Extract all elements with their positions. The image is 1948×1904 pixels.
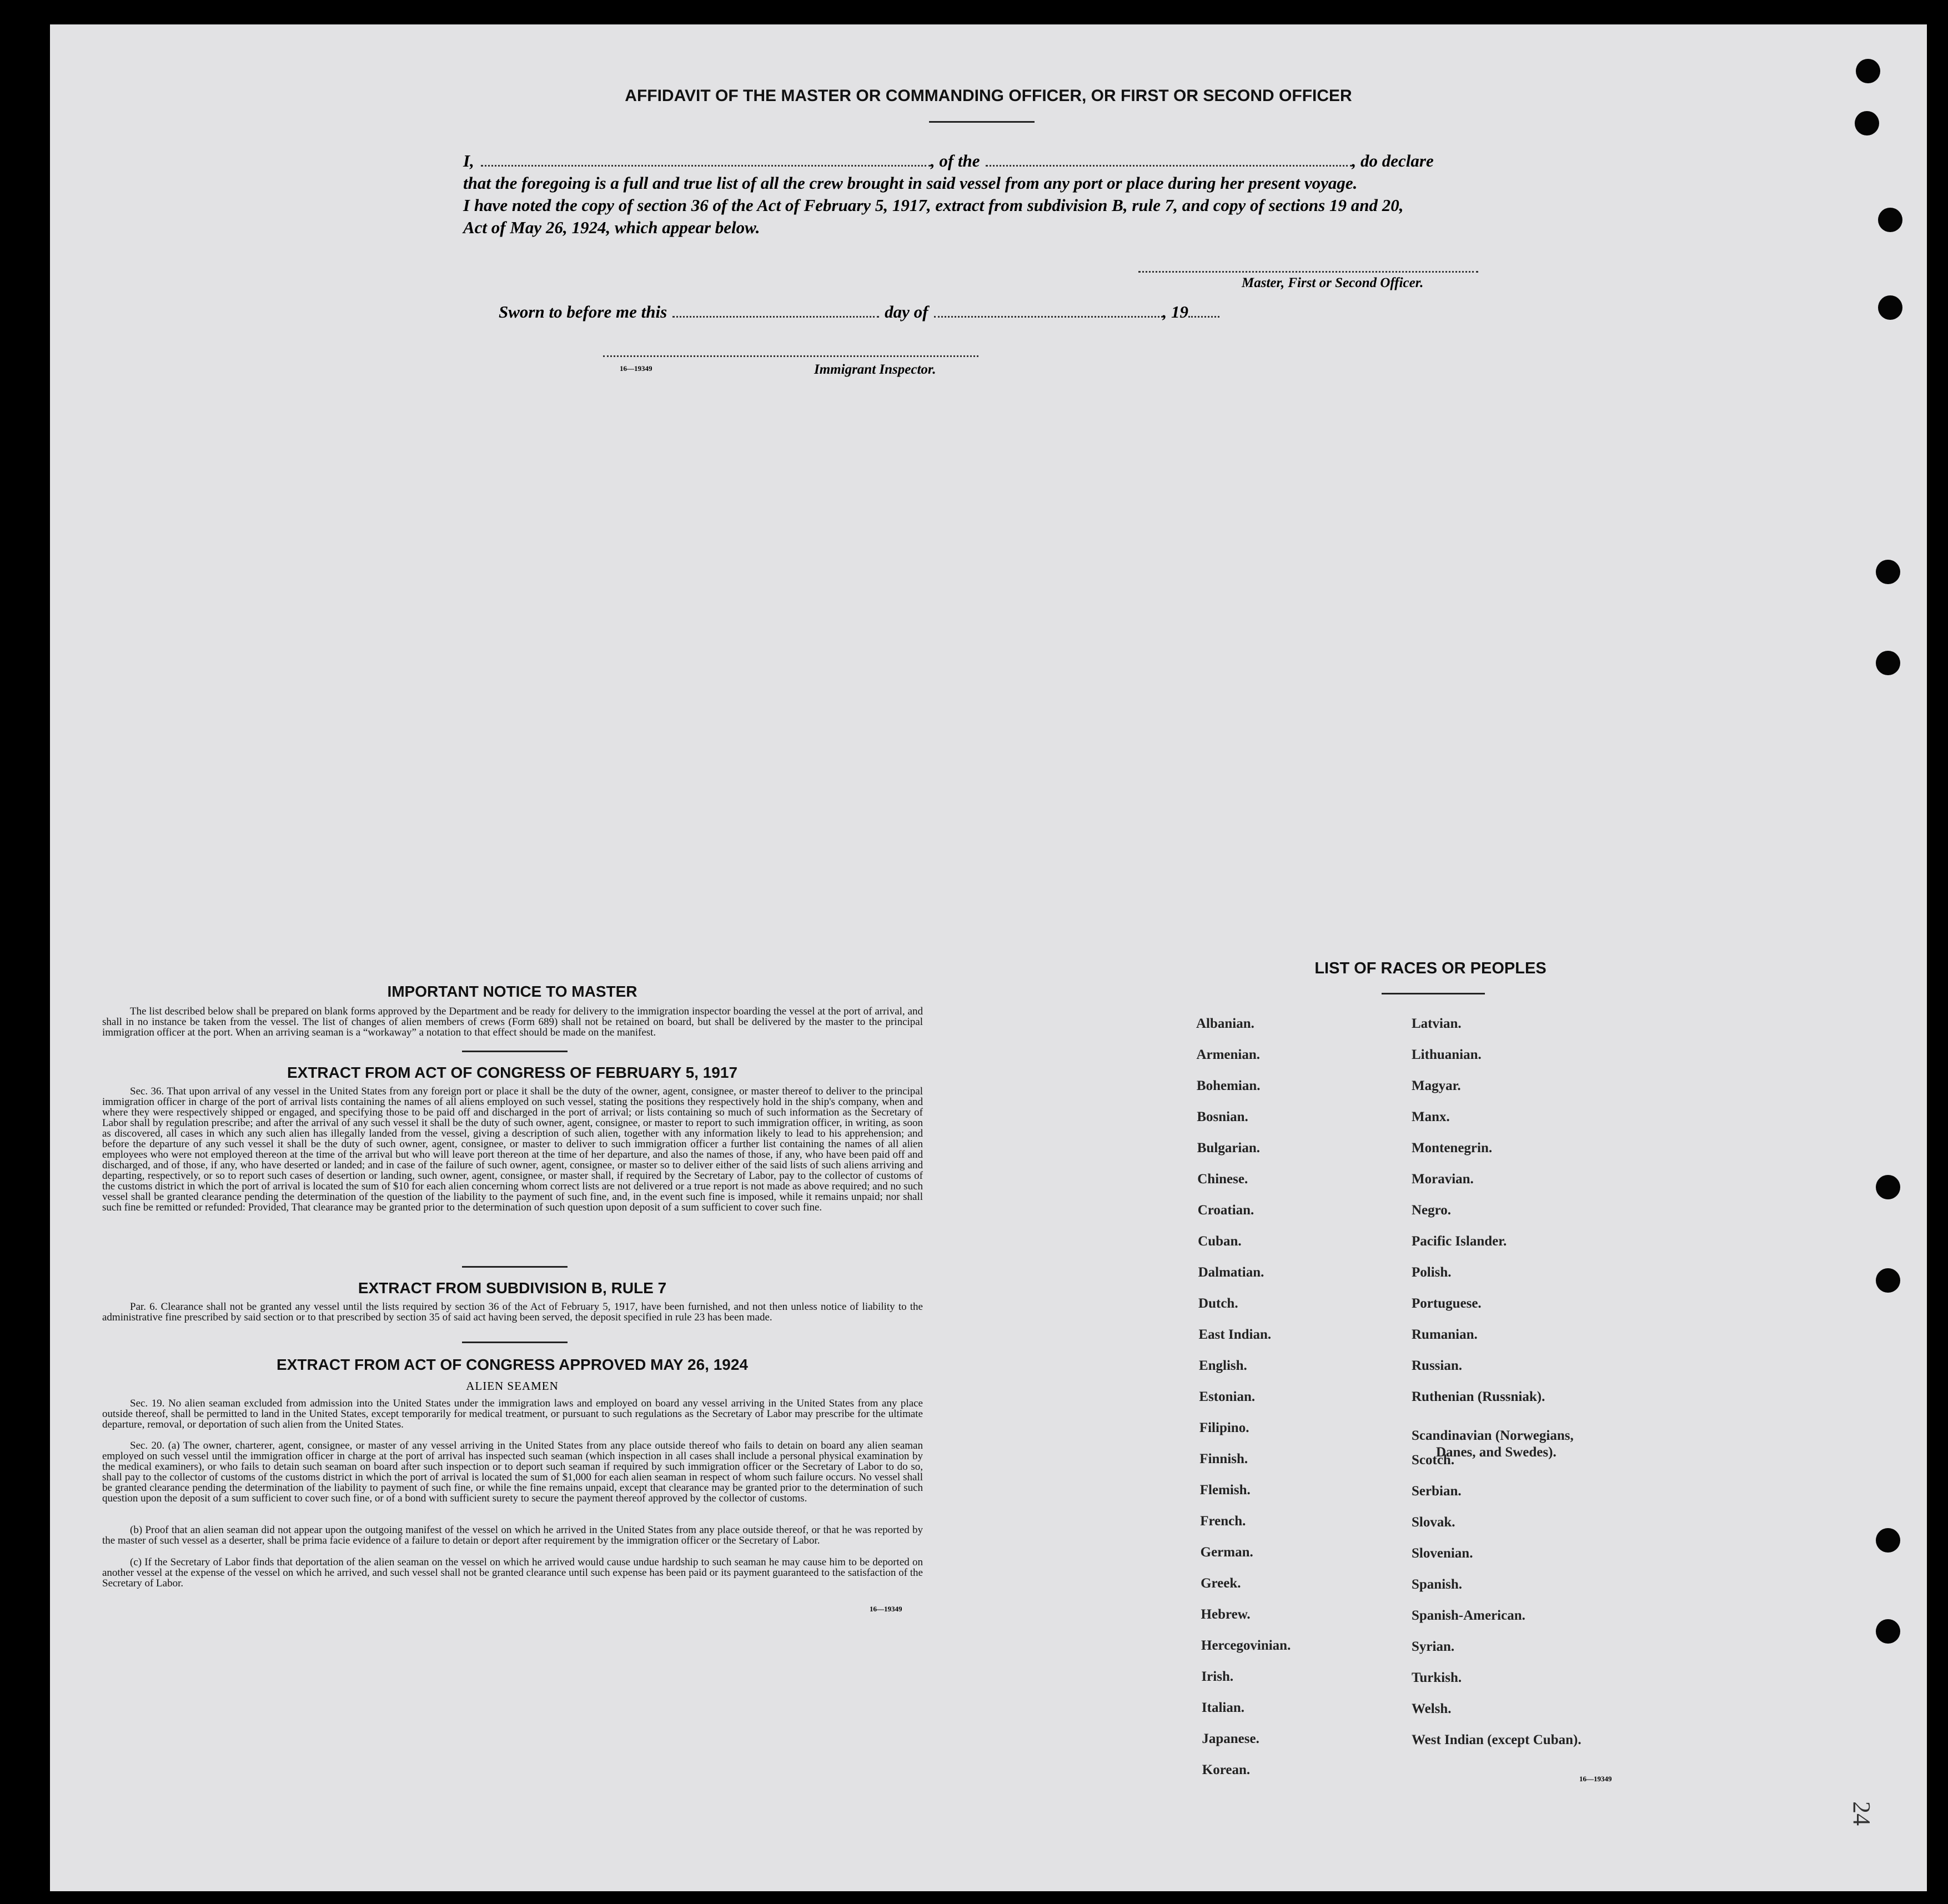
- race-item: Ruthenian (Russniak).: [1412, 1389, 1545, 1404]
- race-item: Spanish.: [1412, 1577, 1463, 1592]
- race-item: Finnish.: [1199, 1451, 1248, 1466]
- punch-hole: [1876, 1268, 1900, 1293]
- race-item: French.: [1200, 1514, 1246, 1529]
- race-item: Korean.: [1202, 1762, 1251, 1777]
- race-item: Portuguese.: [1412, 1296, 1482, 1311]
- race-item: Chinese.: [1197, 1172, 1248, 1187]
- race-item: Croatian.: [1197, 1203, 1254, 1218]
- race-item: Montenegrin.: [1412, 1141, 1493, 1156]
- punch-hole: [1878, 208, 1902, 232]
- rule7-rule: [462, 1342, 568, 1343]
- affidavit-title-rule: [929, 121, 1035, 123]
- race-item: West Indian (except Cuban).: [1412, 1732, 1582, 1747]
- race-item: Dutch.: [1198, 1296, 1238, 1311]
- rule7-title: EXTRACT FROM SUBDIVISION B, RULE 7: [358, 1279, 667, 1297]
- affidavit-of-the: , of the: [930, 151, 980, 170]
- race-item: Hebrew.: [1201, 1607, 1251, 1622]
- race-item: Spanish-American.: [1412, 1608, 1525, 1623]
- affidavit-form-number: 16—19349: [620, 364, 652, 373]
- race-item: Turkish.: [1412, 1670, 1462, 1685]
- race-item: Latvian.: [1412, 1016, 1462, 1031]
- race-item: Magyar.: [1412, 1078, 1461, 1093]
- punch-hole: [1856, 59, 1880, 83]
- par6-text: Par. 6. Clearance shall not be granted any vessel until the lists required by section 36 of the Act of February 5, 1917, have been furnished, and not then unless notice of liability to the administrative fine prescribed by said section or to that prescribed by section 35 of said act having been served, the deposit specified in rule 23 has been made.: [102, 1301, 923, 1323]
- race-item: Greek.: [1201, 1576, 1241, 1591]
- sworn-month-field[interactable]: [934, 316, 1163, 318]
- race-item: Syrian.: [1412, 1639, 1455, 1654]
- sworn-line: [499, 302, 1219, 322]
- sec19-text: Sec. 19. No alien seaman excluded from admission into the United States under the immigration laws and employed on board any vessel arriving in the United States from any place outside thereof, shall be permitted to land in the United States, except temporarily for medical treatment, or pursuant to such regulations as the Secretary of Labor may prescribe for the ultimate departure, removal, or deportation of such alien from the United States.: [102, 1398, 923, 1430]
- race-item: Moravian.: [1412, 1172, 1474, 1187]
- race-item: Negro.: [1412, 1203, 1452, 1218]
- affidavit-line3: I have noted the copy of section 36 of the Act of February 5, 1917, extract from subdivision B, rule 7, and copy of sections 19 and 20,: [463, 195, 1404, 215]
- document-page: [50, 24, 1927, 1891]
- punch-hole: [1855, 111, 1879, 135]
- race-item: Slovenian.: [1412, 1546, 1473, 1561]
- race-item: Welsh.: [1412, 1701, 1452, 1716]
- notice-form-number: 16—19349: [870, 1605, 902, 1613]
- races-form-number: 16—19349: [1579, 1775, 1612, 1783]
- race-item: Scandinavian (Norwegians,: [1412, 1428, 1574, 1443]
- race-item: Russian.: [1412, 1358, 1463, 1373]
- notice-rule: [462, 1051, 568, 1052]
- race-item: Lithuanian.: [1412, 1047, 1482, 1062]
- sec20b-text: (b) Proof that an alien seaman did not appear upon the outgoing manifest of the vessel on which he arrived in the United States from any place outside thereof, or that he was reported by the master of such vessel as a deserter, shall be prima facie evidence of a failure to detain or deport after requirement by the immigration officer or the Secretary of Labor.: [102, 1524, 923, 1546]
- race-item: Japanese.: [1202, 1731, 1259, 1746]
- act1917-title: EXTRACT FROM ACT OF CONGRESS OF FEBRUARY 5, 1917: [287, 1064, 738, 1081]
- punch-hole: [1876, 1619, 1900, 1644]
- affidavit-line2: that the foregoing is a full and true list of all the crew brought in said vessel from any port or place during her present voyage.: [463, 173, 1358, 193]
- race-item: English.: [1198, 1358, 1247, 1373]
- notice-title: IMPORTANT NOTICE TO MASTER: [387, 983, 637, 1000]
- notice-body: The list described below shall be prepared on blank forms approved by the Department and be ready for delivery to the immigration inspector boarding the vessel at the port of arrival, and shall in no instance be taken from the vessel. The list of changes of alien members of crews (Form 689) shall not be retained on board, but shall be delivered by the master to the principal immigration officer at the port. When an arriving seaman is a “workaway” a notation to that effect should be made on the manifest.: [102, 1006, 923, 1038]
- master-signature-line[interactable]: [1138, 271, 1478, 273]
- race-item: East Indian.: [1198, 1327, 1272, 1342]
- race-item: Irish.: [1201, 1669, 1234, 1684]
- affidavit-line1: [463, 151, 1552, 171]
- race-item: Bohemian.: [1196, 1078, 1261, 1093]
- act1924-title: EXTRACT FROM ACT OF CONGRESS APPROVED MAY 26, 1924: [277, 1356, 748, 1373]
- races-rule: [1382, 993, 1485, 994]
- inspector-signature-line[interactable]: [603, 355, 978, 357]
- punch-hole: [1876, 1528, 1900, 1553]
- day-of-label: day of: [885, 302, 928, 321]
- race-item: Hercegovinian.: [1201, 1638, 1291, 1653]
- sworn-label: Sworn to before me this: [499, 302, 667, 321]
- affidavit-declare: , do declare: [1352, 151, 1434, 170]
- race-item: Bulgarian.: [1197, 1141, 1261, 1156]
- race-item: Danes, and Swedes).: [1436, 1445, 1557, 1460]
- master-signature-label: Master, First or Second Officer.: [1242, 275, 1424, 290]
- affidavit-title: AFFIDAVIT OF THE MASTER OR COMMANDING OFFICER, OR FIRST OR SECOND OFFICER: [625, 87, 1352, 105]
- race-item: German.: [1200, 1545, 1253, 1560]
- vessel-field[interactable]: [986, 165, 1352, 167]
- inspector-label: Immigrant Inspector.: [814, 362, 936, 377]
- race-item: Flemish.: [1199, 1483, 1251, 1498]
- race-item: Polish.: [1412, 1265, 1452, 1280]
- sec20c-text: (c) If the Secretary of Labor finds that deportation of the alien seaman on the vessel on which he arrived would cause undue hardship to such seaman he may cause him to be deported on another vessel at the expense of the vessel on which he arrived, and such vessel shall not be granted clearance until such expense has been paid or its payment guaranteed to the satisfaction of the Secretary of Labor.: [102, 1556, 923, 1589]
- race-item: Cuban.: [1198, 1234, 1242, 1249]
- race-item: Pacific Islander.: [1412, 1234, 1507, 1249]
- affidavit-i: I,: [463, 151, 474, 170]
- punch-hole: [1876, 560, 1900, 584]
- race-item: Rumanian.: [1412, 1327, 1478, 1342]
- race-item: Italian.: [1201, 1700, 1244, 1715]
- race-item: Dalmatian.: [1198, 1265, 1264, 1280]
- punch-hole: [1878, 295, 1902, 320]
- year-label: , 19: [1162, 302, 1188, 321]
- name-field[interactable]: [481, 165, 931, 167]
- sec20a-text: Sec. 20. (a) The owner, charterer, agent, consignee, or master of any vessel arriving in the United States from any place outside thereof who fails to detain on board any alien seaman employed on such vessel until the immigration officer in charge at the port of arrival has inspected such seaman (which inspection in all cases shall include a personal physical examination by the medical examiners), or who fails to detain such seaman on board after such inspection or to deport such seaman if required by such immigration officer or the Secretary of Labor to do so, shall pay to the collector of customs of the customs district in which the port of arrival is located the sum of $1,000 for each alien seaman in respect of whom such failure occurs. No vessel shall be granted clearance pending the determination of the liability to payment of such fine, or while the fine remains unpaid, except that clearance may be granted prior to the determination of such question upon the deposit of a sum sufficient to cover such fine, or of a bond with sufficient surety to secure the payment thereof approved by the collector of customs.: [102, 1440, 923, 1504]
- race-item: Slovak.: [1412, 1515, 1455, 1530]
- sworn-day-field[interactable]: [672, 316, 879, 318]
- race-item: Armenian.: [1196, 1047, 1261, 1062]
- act1917-rule: [462, 1266, 568, 1268]
- race-item: Serbian.: [1412, 1484, 1462, 1499]
- sec36-text: Sec. 36. That upon arrival of any vessel in the United States from any foreign port or place it shall be the duty of the owner, agent, consignee, or master thereof to deliver to the principal immigration officer in charge of the port of arrival lists containing the names of all aliens employed on such vessel, stating the positions they respectively hold in the ship's company, when and where they were respectively shipped or engaged, and specifying those to be paid off and discharged in the port of arrival; or lists containing so much of such information as the Secretary of Labor shall by regulation prescribe; and after the arrival of any such vessel it shall be the duty of such owner, agent, consignee, or master to report to such immigration officer, in writing, as soon as discovered, all cases in which any such alien has illegally landed from the vessel, giving a description of such alien, together with any information likely to lead to his apprehension; and before the departure of any such vessel it shall be the duty of such owner, agent, consignee, or master to deliver to such immigration officer a further list containing the names of all alien employees who were not employed thereon at the time of the arrival but who will leave port thereon at the time of her departure, and also the names of those, if any, who have been paid off and discharged, and of those, if any, who have deserted or landed; and in case of the failure of such owner, agent, consignee, or master so to deliver either of the said lists of such aliens arriving and departing, respectively, or so to report such cases of desertion or landing, such owner, agent, consignee, or master shall, if required by the Secretary of Labor, pay to the collector of customs of the customs district in which the port of arrival is located the sum of $10 for each alien concerning whom correct lists are not delivered or a true report is not made as above required; and no such vessel shall be granted clearance pending the determination of the question of the liability to the payment of such fine, and, in the event such fine is imposed, while it remains unpaid; nor shall such fine be remitted or refunded: Provided, That clearance may be granted prior to the determination of such question upon deposit of a sum sufficient to cover such fine.: [102, 1086, 923, 1213]
- race-item: Manx.: [1412, 1109, 1450, 1124]
- alien-seamen-heading: ALIEN SEAMEN: [466, 1379, 559, 1393]
- races-title: LIST OF RACES OR PEOPLES: [1314, 959, 1547, 977]
- race-item: Estonian.: [1199, 1389, 1256, 1404]
- margin-page-note: 24: [1848, 1801, 1875, 1826]
- punch-hole: [1876, 1175, 1900, 1199]
- race-item: Albanian.: [1196, 1016, 1254, 1031]
- race-item: Bosnian.: [1197, 1109, 1248, 1124]
- punch-hole: [1876, 651, 1900, 675]
- race-item: Filipino.: [1199, 1420, 1249, 1435]
- affidavit-line4: Act of May 26, 1924, which appear below.: [463, 218, 760, 237]
- race-item: Scotch.: [1412, 1453, 1455, 1468]
- sworn-year-field[interactable]: [1188, 316, 1219, 318]
